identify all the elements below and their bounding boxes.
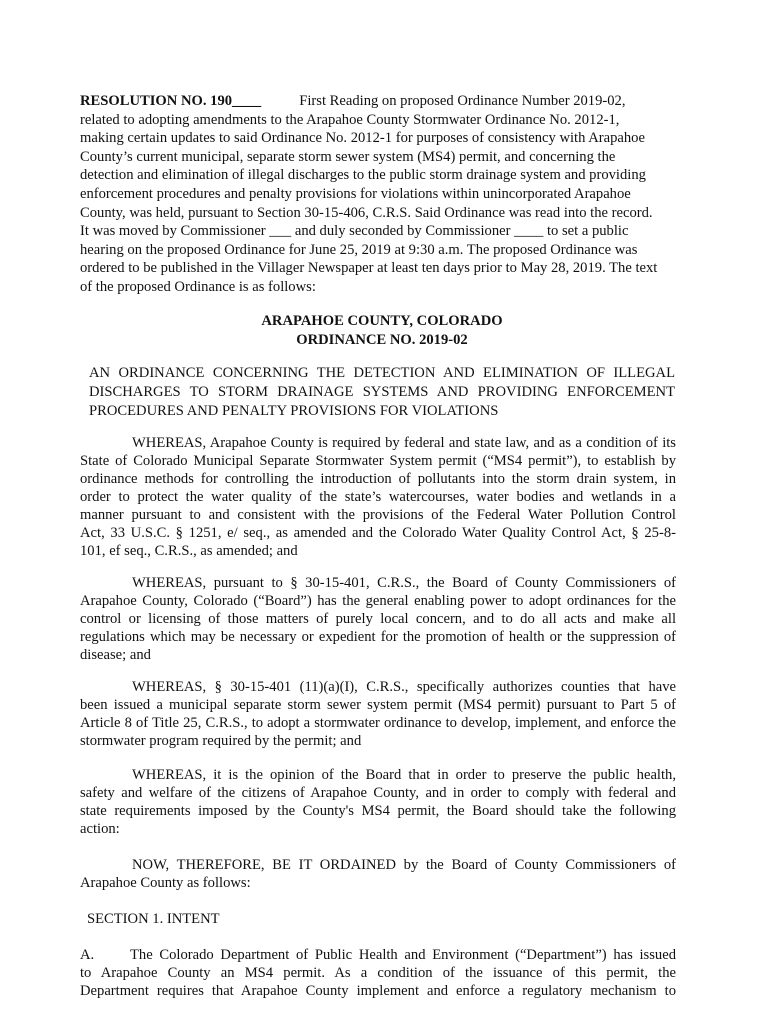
resolution-line: of the proposed Ordinance is as follows: (80, 278, 316, 295)
paragraph-line: ordinance methods for controlling the introduction of pollutants into the storm drain system, in (80, 471, 676, 487)
whereas-paragraph-3 (80, 678, 676, 750)
paragraph-line: 101, ef seq., C.R.S., as amended; and (80, 543, 298, 559)
paragraph-line: NOW, THEREFORE, BE IT ORDAINED by the Board of County Commissioners of (132, 857, 676, 873)
resolution-line: hearing on the proposed Ordinance for June 25, 2019 at 9:30 a.m. The proposed Ordinance was (80, 241, 638, 258)
resolution-paragraph (80, 92, 680, 297)
section-heading (87, 910, 220, 928)
paragraph-line (80, 946, 676, 964)
resolution-line: First Reading on proposed Ordinance Number 2019-02, (299, 93, 626, 109)
ordinance-title-line: PROCEDURES AND PENALTY PROVISIONS FOR VIOLATIONS (89, 403, 499, 419)
resolution-line: County, was held, pursuant to Section 30-15-406, C.R.S. Said Ordinance was read into the record. (80, 204, 653, 221)
resolution-line: related to adopting amendments to the Arapahoe County Stormwater Ordinance No. 2012-1, (80, 111, 620, 128)
ordinance-number: ORDINANCE NO. 2019-02 (296, 331, 468, 348)
paragraph-line: order to protect the water quality of the state’s watercourses, water bodies and wetlands in a (80, 489, 676, 505)
paragraph-line: Article 8 of Title 25, C.R.S., to adopt a stormwater ordinance to develop, implement, and enforce the (80, 715, 676, 731)
paragraph-text: The Colorado Department of Public Health and Environment (“Department”) has issued (130, 947, 676, 963)
paragraph-line: State of Colorado Municipal Separate Stormwater System permit (“MS4 permit”), to establish by (80, 453, 676, 469)
paragraph-line: Act, 33 U.S.C. § 1251, e/ seq., as amended and the Colorado Water Quality Control Act, § 25-8- (80, 525, 676, 541)
paragraph-line: Department requires that Arapahoe County implement and enforce a regulatory mechanism to (80, 983, 676, 999)
section-1-paragraph-a (80, 946, 676, 1000)
ordinance-title-line: AN ORDINANCE CONCERNING THE DETECTION AND ELIMINATION OF ILLEGAL (89, 365, 675, 381)
paragraph-line: disease; and (80, 647, 151, 663)
paragraph-line: WHEREAS, pursuant to § 30-15-401, C.R.S., the Board of County Commissioners of (132, 575, 676, 591)
resolution-line: enforcement procedures and penalty provisions for violations within unincorporated Arapahoe (80, 185, 631, 202)
paragraph-line: safety and welfare of the citizens of Arapahoe County, and in order to comply with federal and (80, 785, 676, 801)
ordinance-title (89, 364, 675, 421)
resolution-number: RESOLUTION NO. 190____ (80, 93, 262, 109)
county-heading: ARAPAHOE COUNTY, COLORADO (261, 313, 503, 329)
paragraph-line: manner pursuant to and consistent with the provisions of the Federal Water Pollution Control (80, 507, 676, 523)
paragraph-line: been issued a municipal separate storm sewer system permit (MS4 permit) pursuant to Part 5 of (80, 697, 676, 713)
paragraph-line: stormwater program required by the permit; and (80, 733, 362, 749)
paragraph-line: Arapahoe County, Colorado (“Board”) has the general enabling power to adopt ordinances for the (80, 593, 676, 609)
whereas-paragraph-1 (80, 434, 676, 560)
resolution-line: It was moved by Commissioner ___ and duly seconded by Commissioner ____ to set a public (80, 223, 629, 240)
resolution-first-line (80, 92, 680, 111)
ordinance-title-line: DISCHARGES TO STORM DRAINAGE SYSTEMS AND PROVIDING ENFORCEMENT (89, 384, 675, 400)
paragraph-line: control or licensing of those matters of purely local concern, and to do all acts and make all (80, 611, 676, 627)
paragraph-line: action: (80, 821, 120, 837)
whereas-paragraph-2 (80, 574, 676, 664)
paragraph-line: to Arapahoe County an MS4 permit. As a condition of the issuance of this permit, the (80, 965, 676, 981)
resolution-line: ordered to be published in the Villager Newspaper at least ten days prior to May 28, 2019. The text (80, 260, 658, 277)
section-1-title: SECTION 1. INTENT (87, 911, 220, 927)
paragraph-line: WHEREAS, Arapahoe County is required by federal and state law, and as a condition of its (132, 435, 676, 451)
whereas-paragraph-4 (80, 766, 676, 838)
paragraph-marker: A. (80, 947, 95, 963)
ordaining-clause (80, 856, 676, 892)
paragraph-line: regulations which may be necessary or expedient for the promotion of health or the suppression of (80, 629, 676, 645)
paragraph-line: Arapahoe County as follows: (80, 875, 251, 891)
resolution-line: making certain updates to said Ordinance No. 2012-1 for purposes of consistency with Arapahoe (80, 130, 645, 147)
ordinance-heading (80, 312, 684, 349)
paragraph-line: state requirements imposed by the County's MS4 permit, the Board should take the following (80, 803, 676, 819)
paragraph-line: WHEREAS, § 30-15-401 (11)(a)(I), C.R.S., specifically authorizes counties that have (132, 679, 676, 695)
resolution-line: County’s current municipal, separate storm sewer system (MS4) permit, and concerning the (80, 148, 616, 165)
paragraph-line: WHEREAS, it is the opinion of the Board that in order to preserve the public health, (132, 767, 676, 783)
resolution-line: detection and elimination of illegal discharges to the public storm drainage system and providing (80, 167, 646, 184)
